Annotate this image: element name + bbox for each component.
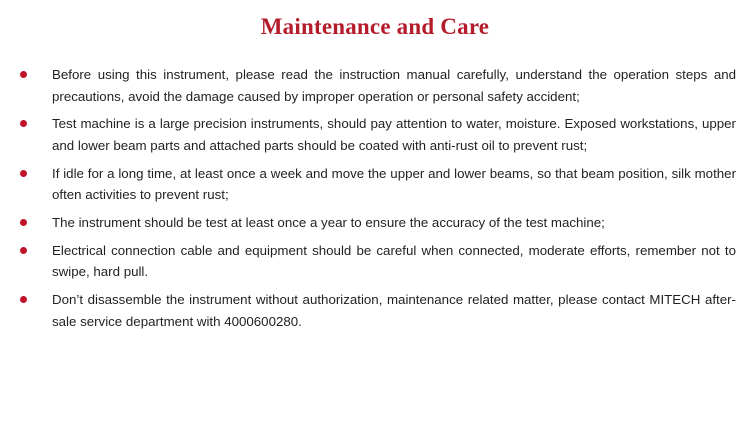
list-item bbox=[16, 212, 736, 234]
list-item-text: Before using this instrument, please read the instruction manual carefully, understand the operation steps and precautions, avoid the damage caused by improper operation or personal safety accident; bbox=[52, 67, 736, 104]
bullet-dot-icon bbox=[20, 120, 27, 127]
bullet-dot-icon bbox=[20, 247, 27, 254]
list-item-text: Don’t disassemble the instrument without authorization, maintenance related matter, please contact MITECH after-sale service department with 4000600280. bbox=[52, 292, 736, 329]
bullet-dot-icon bbox=[20, 71, 27, 78]
list-item-text: If idle for a long time, at least once a week and move the upper and lower beams, so that beam position, silk mother often activities to prevent rust; bbox=[52, 165, 736, 203]
bullet-dot-icon bbox=[20, 296, 27, 303]
list-item bbox=[16, 64, 736, 107]
list-item bbox=[16, 240, 736, 283]
maintenance-bullet-list bbox=[16, 64, 736, 332]
list-item-text: The instrument should be test at least once a year to ensure the accuracy of the test machine; bbox=[52, 215, 605, 231]
bullet-dot-icon bbox=[20, 170, 27, 177]
bullet-dot-icon bbox=[20, 219, 27, 226]
list-item-text: Test machine is a large precision instruments, should pay attention to water, moisture. Exposed workstations, upper and lower beam parts and attached parts should be coated with anti-rust oil to prevent rust; bbox=[52, 116, 736, 154]
list-item bbox=[16, 113, 736, 156]
list-item bbox=[16, 289, 736, 332]
list-item-text: Electrical connection cable and equipment should be careful when connected, moderate efforts, remember not to swipe, hard pull. bbox=[52, 242, 736, 280]
list-item bbox=[16, 163, 736, 206]
page-title: Maintenance and Care bbox=[260, 14, 490, 39]
